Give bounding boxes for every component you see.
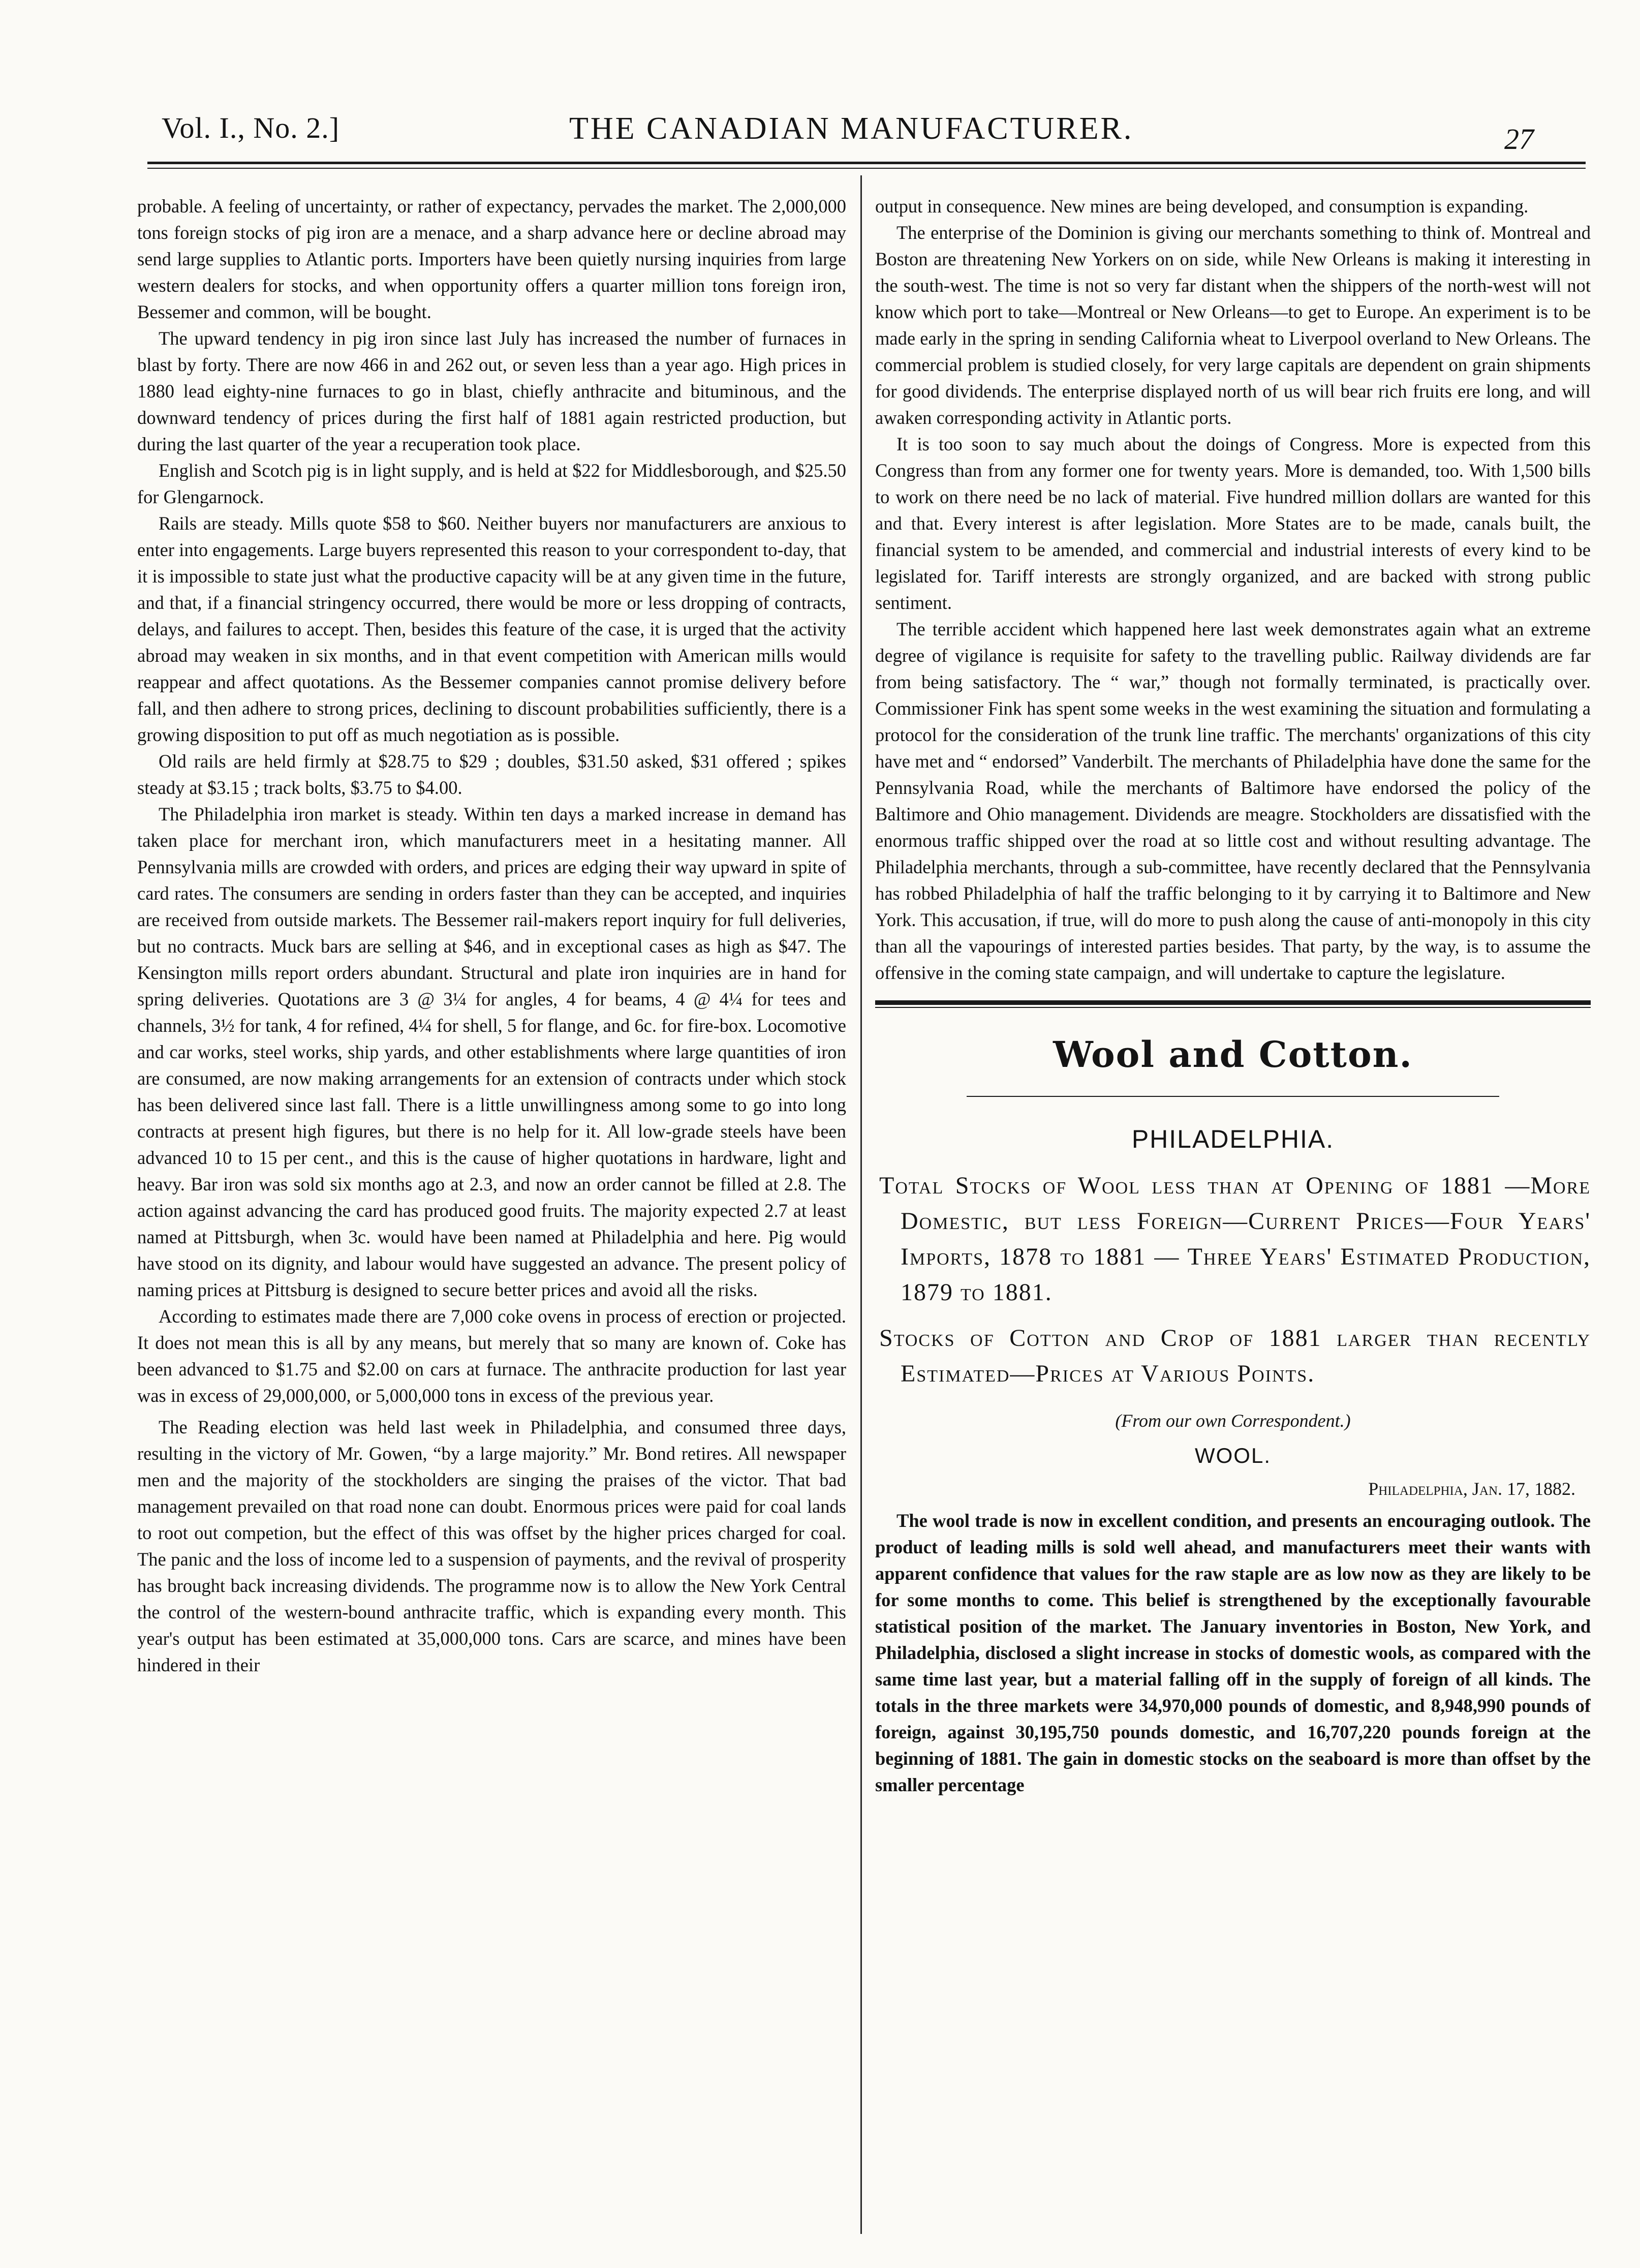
- paragraph: The enterprise of the Dominion is giving our merchants something to think of. Montreal and Boston are threatening New Yorkers on on side, while New Orleans is making it interesting in the south-west. The time is not so very far distant when the shippers of the north-west will not know which port to take—Montreal or New Orleans—to get to Europe. An experiment is to be made early in the spring in sending California wheat to Liverpool overland to New Orleans. The commercial problem is studied closely, for very large capitals are dependent on grain shipments for good dividends. The enterprise displayed north of us will bear rich fruits ere long, and will awaken corresponding activity in Atlantic ports.: [875, 222, 1591, 428]
- paragraph: It is too soon to say much about the doings of Congress. More is expected from this Congress than from any former one for twenty years. More is demanded, too. With 1,500 bills to work on there need be no lack of material. Five hundred million dollars are wanted for this and that. Every interest is after legislation. More States are to be made, canals built, the financial system to be amended, and commercial and industrial interests of every kind to be legislated for. Tariff interests are strongly organized, and are backed with strong public sentiment.: [875, 434, 1591, 613]
- attribution: (From our own Correspondent.): [1115, 1411, 1351, 1431]
- paragraph: The wool trade is now in excellent condition, and presents an encouraging outlook. The product of leading mills is sold well ahead, and manufacturers meet their wants with apparent confidence that values for the raw staple are as low now as they are likely to be for some months to come. This belief is strengthened by the exceptionally favourable statistical position of the market. The January inventories in Boston, New York, and Philadelphia, disclosed a slight increase in stocks of domestic wools, as compared with the same time last year, but a material falling off in the supply of foreign of all kinds. The totals in the three markets were 34,970,000 pounds of domestic, and 8,948,990 pounds of foreign, against 30,195,750 pounds domestic, and 16,707,220 pounds foreign at the beginning of 1881. The gain in domestic stocks on the seaboard is more than offset by the smaller percentage: [875, 1510, 1591, 1795]
- subheading: Stocks of Cotton and Crop of 1881 larger than recently Estimated—Prices at Various Points.: [879, 1325, 1591, 1387]
- paragraph: Rails are steady. Mills quote $58 to $60. Neither buyers nor manufacturers are anxious to enter into engagements. Large buyers represented this reason to your correspondent to-day, that it is impossible to state just what the productive capacity will be at any given time in the future, and that, if a financial stringency occurred, there would be more or less dropping of contracts, delays, and failures to accept. Then, besides this feature of the case, it is urged that the activity abroad may weaken in six months, and in that event competition with American mills would reappear and affect quotations. As the Bessemer companies cannot promise delivery before fall, and then adhere to strong prices, declining to discount probabilities sufficiently, there is a growing disposition to put off as much negotiation as is possible.: [137, 513, 846, 745]
- section-rule: [875, 1000, 1591, 1005]
- paragraph: The Reading election was held last week in Philadelphia, and consumed three days, resulting in the victory of Mr. Gowen, “by a large majority.” Mr. Bond retires. All newspaper men and the majority of the stockholders are singing the praises of the victor. That bad management prevailed on that road none can doubt. Enormous prices were paid for coal lands to root out competion, but the effect of this was offset by the higher prices charged for coal. The panic and the loss of income led to a suspension of payments, and the revival of prosperity has brought back increasing dividends. The programme now is to allow the New York Central the control of the western-bound anthracite traffic, which is expanding every month. This year's output has been estimated at 35,000,000 tons. Cars are scarce, and mines have been hindered in their: [137, 1417, 846, 1675]
- wool-heading: WOOL.: [1194, 1444, 1271, 1467]
- paragraph: English and Scotch pig is in light supply, and is held at $22 for Middlesborough, and $25.50 for Glengarnock.: [137, 460, 846, 507]
- dateline: Philadelphia, Jan. 17, 1882.: [1368, 1479, 1575, 1499]
- paragraph: The Philadelphia iron market is steady. Within ten days a marked increase in demand has taken place for merchant iron, which manufacturers meet in a hesitating manner. All Pennsylvania mills are crowded with orders, and prices are edging their way upward in spite of card rates. The consumers are sending in orders faster than they can be accepted, and inquiries are received from outside markets. The Bessemer rail-makers report inquiry for full deliveries, but no contracts. Muck bars are selling at $46, and in exceptional cases as high as $47. The Kensington mills report orders abundant. Structural and plate iron inquiries are in hand for spring deliveries. Quotations are 3 @ 3¼ for angles, 4 for beams, 4 @ 4¼ for tees and channels, 3½ for tank, 4 for refined, 4¼ for shell, 5 for flange, and 6c. for fire-box. Locomotive and car works, steel works, ship yards, and other establishments where large quantities of iron are consumed, are now making arrangements for an extension of contracts under which stock has been delivered since last fall. There is a little unwillingness among some to go into long contracts at present high figures, but there is no help for it. All low-grade steels have been advanced 10 to 15 per cent., and this is the cause of higher quotations in hardware, light and heavy. Bar iron was sold six months ago at 2.3, and now an order cannot be filled at 2.8. The action against advancing the card has produced good fruits. The majority expected 2.7 at least named at Pittsburgh, when 3c. would have been named at Philadelphia and here. Pig would have stood on its dignity, and labour would have suggested an advance. The present policy of naming prices at Pittsburg is designed to secure better prices and avoid all the risks.: [137, 804, 846, 1300]
- left-column: [137, 193, 846, 2226]
- section-title: Wool and Cotton.: [1053, 1033, 1413, 1076]
- paragraph: According to estimates made there are 7,000 coke ovens in process of erection or projected. It does not mean this is all by any means, but merely that so many are known of. Coke has been advanced to $1.75 and $2.00 on cars at furnace. The anthracite production for last year was in excess of 29,000,000, or 5,000,000 tons in excess of the previous year.: [137, 1306, 846, 1406]
- right-column: [875, 193, 1591, 2226]
- header-rule: [147, 162, 1586, 164]
- page-number: 27: [1504, 122, 1534, 156]
- section-rule-thin: [875, 1007, 1591, 1008]
- publication-title: THE CANADIAN MANUFACTURER.: [569, 111, 1134, 146]
- volume-number: Vol. I., No. 2.]: [162, 111, 340, 144]
- subheading: Total Stocks of Wool less than at Opening of 1881 —More Domestic, but less Foreign—Current Prices—Four Years' Imports, 1878 to 1881 — Three Years' Estimated Production, 1879 to 1881.: [879, 1172, 1591, 1306]
- paragraph: The upward tendency in pig iron since last July has increased the number of furnaces in blast by forty. There are now 466 in and 262 out, or seven less than a year ago. High prices in 1880 lead eighty-nine furnaces to go in blast, chiefly anthracite and bituminous, and the downward tendency of prices during the first half of 1881 again restricted production, but during the last quarter of the year a recuperation took place.: [137, 328, 846, 454]
- city-heading: PHILADELPHIA.: [1131, 1125, 1335, 1153]
- paragraph: probable. A feeling of uncertainty, or rather of expectancy, pervades the market. The 2,000,000 tons foreign stocks of pig iron are a menace, and a sharp advance here or decline abroad may send large supplies to Atlantic ports. Importers have been quietly nursing inquiries from large western dealers for stocks, and when opportunity offers a quarter million tons foreign iron, Bessemer and common, will be bought.: [137, 196, 846, 322]
- paragraph: Old rails are held firmly at $28.75 to $29 ; doubles, $31.50 asked, $31 offered ; spikes steady at $3.15 ; track bolts, $3.75 to $4.00.: [137, 751, 846, 798]
- section-divider: [967, 1096, 1499, 1097]
- paragraph: output in consequence. New mines are being developed, and consumption is expanding.: [875, 196, 1529, 217]
- column-divider: [860, 175, 862, 2234]
- paragraph: The terrible accident which happened here last week demonstrates again what an extreme degree of vigilance is requisite for safety to the travelling public. Railway dividends are far from being satisfactory. The “ war,” though not formally terminated, is practically over. Commissioner Fink has spent some weeks in the west examining the situation and formulating a protocol for the consideration of the trunk line traffic. The merchants' organizations of this city have met and “ endorsed” Vanderbilt. The merchants of Philadelphia have done the same for the Pennsylvania Road, while the merchants of Baltimore have endorsed the policy of the Baltimore and Ohio management. Dividends are meagre. Stockholders are dissatisfied with the enormous traffic shipped over the road at so little cost and without resulting advantage. The Philadelphia merchants, through a sub-committee, have recently declared that the Pennsylvania has robbed Philadelphia of half the traffic belonging to it by carrying it to Baltimore and New York. This accusation, if true, will do more to push along the cause of anti-monopoly in this city than all the vapourings of interested parties besides. That party, by the way, is to assume the offensive in the coming state campaign, and will undertake to capture the legislature.: [875, 619, 1591, 983]
- header-rule-thin: [147, 168, 1586, 169]
